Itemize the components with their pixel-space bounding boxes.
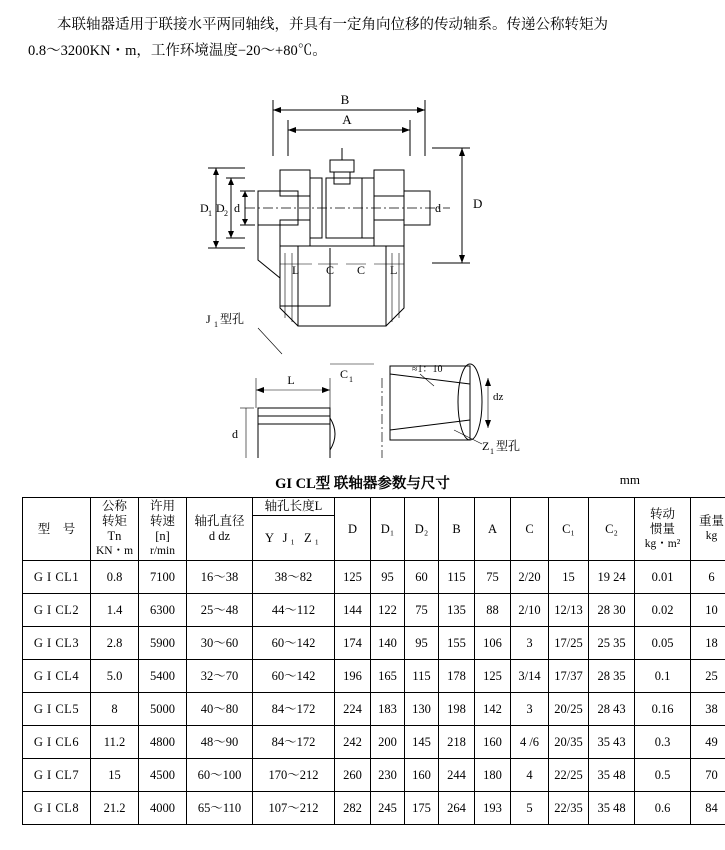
cell-inertia: 0.02 — [635, 594, 691, 627]
cell-C1: 12/13 — [549, 594, 589, 627]
cell-A: 88 — [475, 594, 511, 627]
cell-model: G I CL4 — [23, 660, 91, 693]
cell-weight: 38 — [691, 693, 725, 726]
cell-torque: 15 — [91, 759, 139, 792]
drawing-svg — [30, 78, 695, 458]
cell-weight: 10 — [691, 594, 725, 627]
header-D: D — [335, 498, 371, 561]
table-row — [23, 561, 725, 594]
cell-A: 193 — [475, 792, 511, 825]
cell-C: 4 — [511, 759, 549, 792]
cell-model: G I CL3 — [23, 627, 91, 660]
cell-C: 2/10 — [511, 594, 549, 627]
cell-weight: 18 — [691, 627, 725, 660]
cell-torque: 2.8 — [91, 627, 139, 660]
svg-text:型孔: 型孔 — [220, 312, 245, 326]
cell-C: 3 — [511, 627, 549, 660]
header-B: B — [439, 498, 475, 561]
cell-B: 178 — [439, 660, 475, 693]
header-bore-length-types: Y J₁ Z₁ — [253, 516, 335, 561]
cell-D: 282 — [335, 792, 371, 825]
cell-inertia: 0.3 — [635, 726, 691, 759]
svg-text:D: D — [216, 201, 225, 215]
cell-speed: 7100 — [139, 561, 187, 594]
cell-D2: 60 — [405, 561, 439, 594]
cell-weight: 49 — [691, 726, 725, 759]
cell-bore-diameter: 40～80 — [187, 693, 253, 726]
cell-D1: 245 — [371, 792, 405, 825]
table-row — [23, 726, 725, 759]
cell-model: G I CL1 — [23, 561, 91, 594]
svg-text:L: L — [390, 263, 398, 277]
cell-bore-diameter: 48～90 — [187, 726, 253, 759]
svg-text:B: B — [340, 92, 350, 107]
cell-weight: 84 — [691, 792, 725, 825]
table-title: GI CL型 联轴器参数与尺寸 — [275, 476, 450, 492]
table-row — [23, 660, 725, 693]
header-D2: D₂ — [405, 498, 439, 561]
cell-B: 244 — [439, 759, 475, 792]
cell-bore-diameter: 25～48 — [187, 594, 253, 627]
header-model: 型 号 — [23, 498, 91, 561]
intro-line-1: 本联轴器适用于联接水平两同轴线，并具有一定角向位移的传动轴系。传递公称转矩为 — [57, 17, 608, 33]
cell-C1: 22/25 — [549, 759, 589, 792]
cell-C2: 35 48 — [589, 792, 635, 825]
cell-speed: 5900 — [139, 627, 187, 660]
intro-line-2: 0.8～3200KN・m，工作环境温度−20～+80℃。 — [28, 43, 327, 59]
svg-text:1: 1 — [349, 375, 353, 384]
header-weight: 重量 kg — [691, 498, 725, 561]
table-row — [23, 792, 725, 825]
cell-torque: 21.2 — [91, 792, 139, 825]
cell-speed: 4000 — [139, 792, 187, 825]
cell-A: 106 — [475, 627, 511, 660]
cell-model: G I CL5 — [23, 693, 91, 726]
cell-inertia: 0.5 — [635, 759, 691, 792]
cell-speed: 4500 — [139, 759, 187, 792]
cell-speed: 5400 — [139, 660, 187, 693]
cell-C2: 28 30 — [589, 594, 635, 627]
svg-text:d: d — [435, 201, 441, 215]
svg-text:Z: Z — [482, 439, 490, 453]
cell-D: 196 — [335, 660, 371, 693]
header-bore-length: 轴孔长度L — [253, 498, 335, 516]
svg-text:1: 1 — [214, 320, 218, 329]
cell-bore-diameter: 30～60 — [187, 627, 253, 660]
cell-D2: 95 — [405, 627, 439, 660]
cell-D: 224 — [335, 693, 371, 726]
table-row — [23, 594, 725, 627]
cell-A: 180 — [475, 759, 511, 792]
cell-A: 75 — [475, 561, 511, 594]
cell-D: 144 — [335, 594, 371, 627]
svg-text:dz: dz — [493, 391, 504, 403]
cell-bore-diameter: 65～110 — [187, 792, 253, 825]
cell-bore-length: 84～172 — [253, 726, 335, 759]
cell-bore-length: 38～82 — [253, 561, 335, 594]
cell-inertia: 0.05 — [635, 627, 691, 660]
svg-text:L: L — [287, 373, 295, 387]
cell-C2: 35 43 — [589, 726, 635, 759]
cell-D1: 230 — [371, 759, 405, 792]
cell-C: 3/14 — [511, 660, 549, 693]
header-D1: D₁ — [371, 498, 405, 561]
cell-D1: 95 — [371, 561, 405, 594]
cell-D1: 183 — [371, 693, 405, 726]
cell-inertia: 0.16 — [635, 693, 691, 726]
header-inertia: 转动 惯量 kg・m² — [635, 498, 691, 561]
cell-A: 160 — [475, 726, 511, 759]
svg-text:2: 2 — [224, 209, 228, 218]
cell-D2: 75 — [405, 594, 439, 627]
coupling-spec-table — [22, 497, 725, 825]
svg-text:型孔: 型孔 — [496, 439, 521, 453]
cell-bore-diameter: 16～38 — [187, 561, 253, 594]
cell-inertia: 0.1 — [635, 660, 691, 693]
cell-C: 5 — [511, 792, 549, 825]
cell-speed: 6300 — [139, 594, 187, 627]
cell-C2: 28 43 — [589, 693, 635, 726]
cell-D1: 165 — [371, 660, 405, 693]
cell-D: 260 — [335, 759, 371, 792]
header-torque: 公称 转矩 Tn KN・m — [91, 498, 139, 561]
cell-D1: 200 — [371, 726, 405, 759]
table-caption — [0, 472, 725, 493]
cell-D1: 122 — [371, 594, 405, 627]
svg-text:C: C — [357, 263, 366, 277]
cell-C: 4 /6 — [511, 726, 549, 759]
table-body — [23, 561, 725, 825]
table-row — [23, 693, 725, 726]
svg-text:1: 1 — [490, 447, 494, 456]
cell-C1: 20/25 — [549, 693, 589, 726]
cell-torque: 5.0 — [91, 660, 139, 693]
cell-B: 218 — [439, 726, 475, 759]
header-row-1 — [23, 498, 725, 516]
cell-bore-length: 84～172 — [253, 693, 335, 726]
svg-text:≈1：10: ≈1：10 — [412, 364, 443, 375]
cell-model: G I CL8 — [23, 792, 91, 825]
cell-bore-diameter: 32～70 — [187, 660, 253, 693]
cell-bore-length: 107～212 — [253, 792, 335, 825]
cell-B: 135 — [439, 594, 475, 627]
cell-C: 3 — [511, 693, 549, 726]
header-bore-diameter: 轴孔直径 d dz — [187, 498, 253, 561]
cell-B: 115 — [439, 561, 475, 594]
table-row — [23, 627, 725, 660]
cell-C2: 35 48 — [589, 759, 635, 792]
svg-text:D: D — [200, 201, 209, 215]
svg-text:d: d — [232, 427, 238, 441]
cell-D2: 130 — [405, 693, 439, 726]
cell-C1: 17/25 — [549, 627, 589, 660]
svg-text:1: 1 — [208, 209, 212, 218]
intro-paragraph — [28, 12, 700, 64]
table-unit: mm — [619, 472, 640, 487]
cell-B: 155 — [439, 627, 475, 660]
coupling-technical-drawing — [30, 78, 695, 458]
table-row — [23, 759, 725, 792]
table-head — [23, 498, 725, 561]
cell-model: G I CL6 — [23, 726, 91, 759]
cell-D: 174 — [335, 627, 371, 660]
cell-bore-diameter: 60～100 — [187, 759, 253, 792]
cell-D2: 175 — [405, 792, 439, 825]
header-speed: 许用 转速 [n] r/min — [139, 498, 187, 561]
cell-inertia: 0.6 — [635, 792, 691, 825]
cell-speed: 4800 — [139, 726, 187, 759]
header-C2: C₂ — [589, 498, 635, 561]
cell-C: 2/20 — [511, 561, 549, 594]
svg-text:C: C — [326, 263, 335, 277]
svg-text:d: d — [234, 201, 240, 215]
cell-torque: 8 — [91, 693, 139, 726]
header-C: C — [511, 498, 549, 561]
cell-weight: 70 — [691, 759, 725, 792]
cell-C2: 19 24 — [589, 561, 635, 594]
cell-inertia: 0.01 — [635, 561, 691, 594]
cell-C1: 22/35 — [549, 792, 589, 825]
cell-torque: 0.8 — [91, 561, 139, 594]
header-A: A — [475, 498, 511, 561]
svg-text:C: C — [340, 367, 349, 381]
cell-D2: 145 — [405, 726, 439, 759]
cell-A: 125 — [475, 660, 511, 693]
cell-torque: 1.4 — [91, 594, 139, 627]
cell-C1: 20/35 — [549, 726, 589, 759]
cell-weight: 25 — [691, 660, 725, 693]
svg-text:A: A — [342, 112, 352, 127]
cell-model: G I CL2 — [23, 594, 91, 627]
header-C1: C₁ — [549, 498, 589, 561]
svg-text:D: D — [473, 196, 483, 211]
cell-bore-length: 170～212 — [253, 759, 335, 792]
svg-text:L: L — [292, 263, 300, 277]
cell-D2: 160 — [405, 759, 439, 792]
cell-D1: 140 — [371, 627, 405, 660]
cell-bore-length: 60～142 — [253, 627, 335, 660]
cell-D: 125 — [335, 561, 371, 594]
cell-B: 198 — [439, 693, 475, 726]
cell-speed: 5000 — [139, 693, 187, 726]
cell-C1: 17/37 — [549, 660, 589, 693]
cell-D2: 115 — [405, 660, 439, 693]
cell-weight: 6 — [691, 561, 725, 594]
cell-torque: 11.2 — [91, 726, 139, 759]
cell-C2: 28 35 — [589, 660, 635, 693]
spec-table-wrapper — [22, 497, 724, 825]
cell-bore-length: 44～112 — [253, 594, 335, 627]
svg-text:J: J — [206, 312, 211, 326]
cell-D: 242 — [335, 726, 371, 759]
cell-C1: 15 — [549, 561, 589, 594]
cell-C2: 25 35 — [589, 627, 635, 660]
cell-model: G I CL7 — [23, 759, 91, 792]
cell-B: 264 — [439, 792, 475, 825]
cell-A: 142 — [475, 693, 511, 726]
cell-bore-length: 60～142 — [253, 660, 335, 693]
